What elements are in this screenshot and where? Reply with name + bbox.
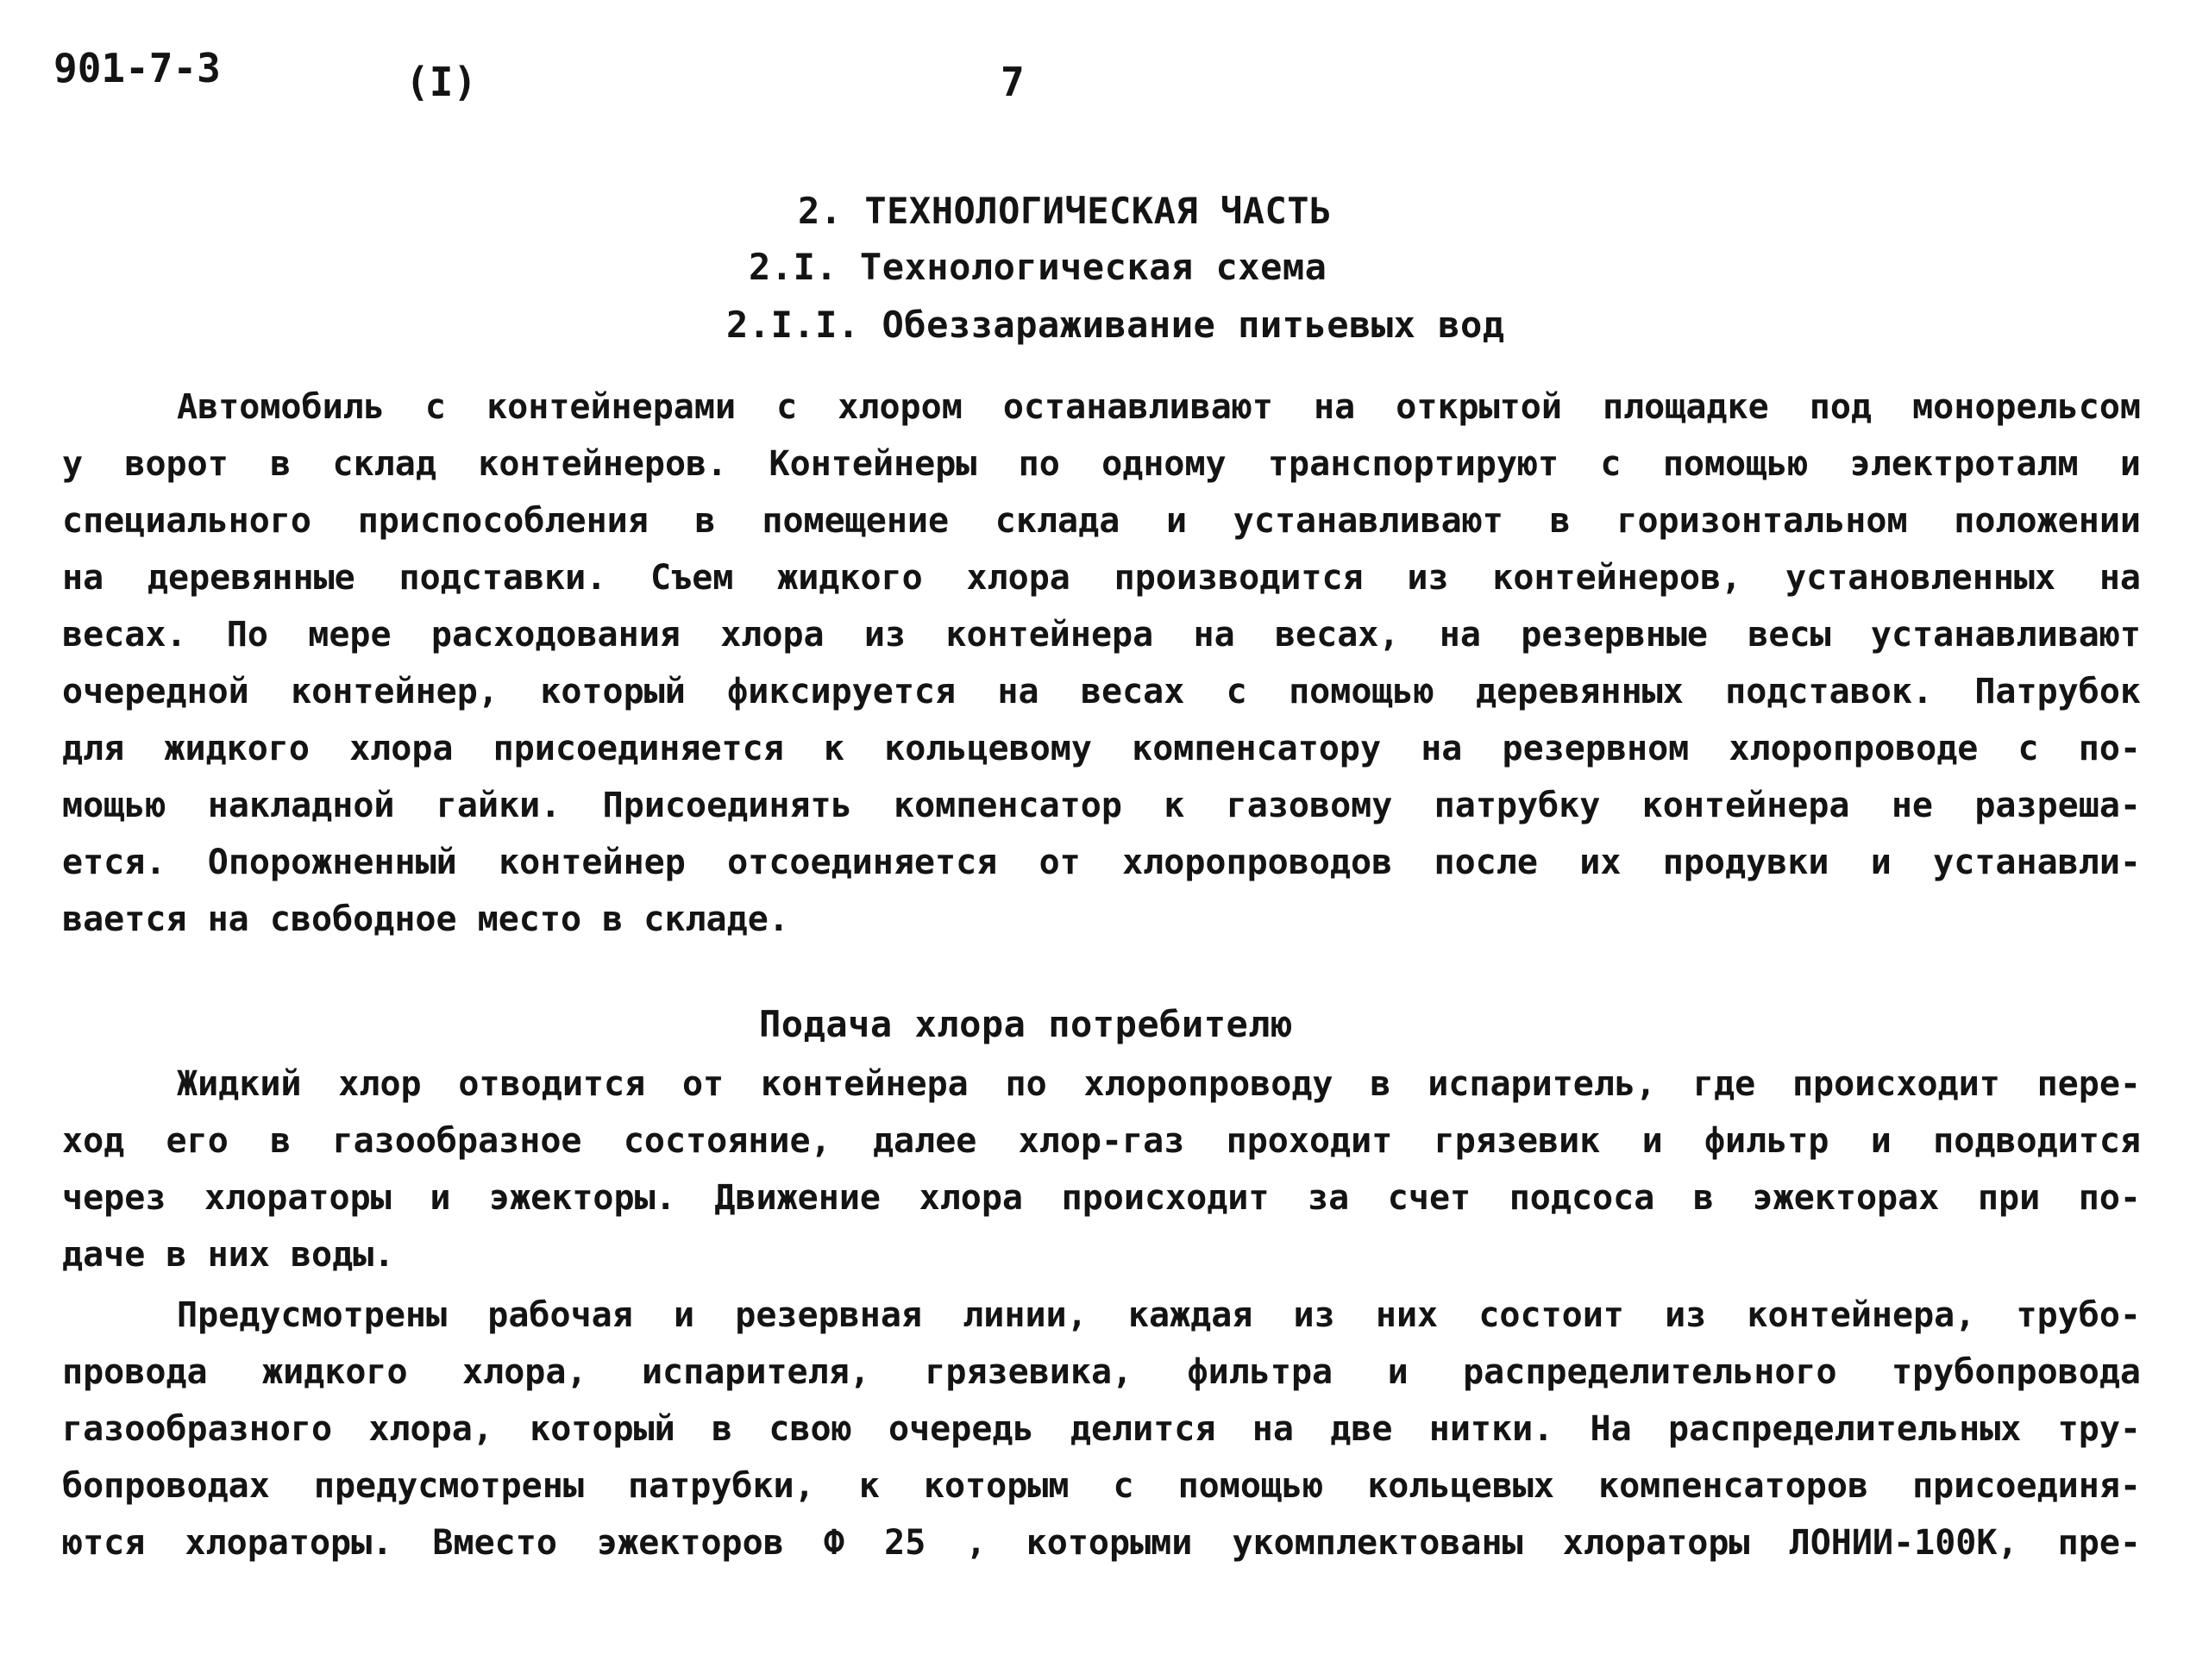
paragraph-line: ются хлораторы. Вместо эжекторов Ф 25 , которыми укомплектованы хлораторы ЛОНИИ-100К, пре-: [62, 1523, 2141, 1563]
paragraph-line: специального приспособления в помещение склада и устанавливают в горизонтальном положении: [62, 501, 2141, 541]
paragraph-line: у ворот в склад контейнеров. Контейнеры по одному транспортируют с помощью электроталм и: [62, 444, 2141, 484]
subsubsection-heading: 2.I.I. Обеззараживание питьевых вод: [726, 304, 1505, 346]
paragraph-line: на деревянные подставки. Съем жидкого хлора производится из контейнеров, установленных на: [62, 558, 2141, 598]
paragraph-line: ется. Опорожненный контейнер отсоединяется от хлоропроводов после их продувки и устанавли-: [62, 843, 2141, 882]
paragraph-line: бопроводах предусмотрены патрубки, к которым с помощью кольцевых компенсаторов присоединя-: [62, 1466, 2141, 1506]
paragraph-line: газообразного хлора, который в свою очередь делится на две нитки. На распределительных тру-: [62, 1409, 2141, 1449]
paragraph-line: даче в них воды.: [62, 1235, 395, 1275]
paragraph-line: Жидкий хлор отводится от контейнера по хлоропроводу в испаритель, где происходит пере-: [177, 1064, 2141, 1104]
paragraph-line: Предусмотрены рабочая и резервная линии, каждая из них состоит из контейнера, трубо-: [177, 1295, 2141, 1335]
section-heading: 2. ТЕХНОЛОГИЧЕСКАЯ ЧАСТЬ: [798, 190, 1332, 232]
document-part: (I): [405, 59, 478, 105]
paragraph-line: очередной контейнер, который фиксируется на весах с помощью деревянных подставок. Патрубок: [62, 672, 2141, 711]
paragraph-line: ход его в газообразное состояние, далее хлор-газ проходит грязевик и фильтр и подводится: [62, 1121, 2141, 1161]
paragraph-line: мощью накладной гайки. Присоединять компенсатор к газовому патрубку контейнера не разреша-: [62, 786, 2141, 825]
paragraph-line: через хлораторы и эжекторы. Движение хлора происходит за счет подсоса в эжекторах при по-: [62, 1178, 2141, 1218]
paragraph-line: весах. По мере расходования хлора из контейнера на весах, на резервные весы устанавливают: [62, 615, 2141, 655]
paragraph-line: провода жидкого хлора, испарителя, грязевика, фильтра и распределительного трубопровода: [62, 1352, 2141, 1392]
document-code: 901-7-3: [53, 45, 221, 91]
page-number: 7: [1001, 59, 1025, 105]
paragraph-line: вается на свободное место в складе.: [62, 900, 789, 939]
paragraph-line: Автомобиль с контейнерами с хлором останавливают на открытой площадке под монорельсом: [177, 387, 2141, 427]
paragraph-line: для жидкого хлора присоединяется к кольцевому компенсатору на резервном хлоропроводе с по-: [62, 729, 2141, 768]
feed-heading: Подача хлора потребителю: [759, 1003, 1293, 1045]
subsection-heading: 2.I. Технологическая схема: [749, 246, 1327, 288]
